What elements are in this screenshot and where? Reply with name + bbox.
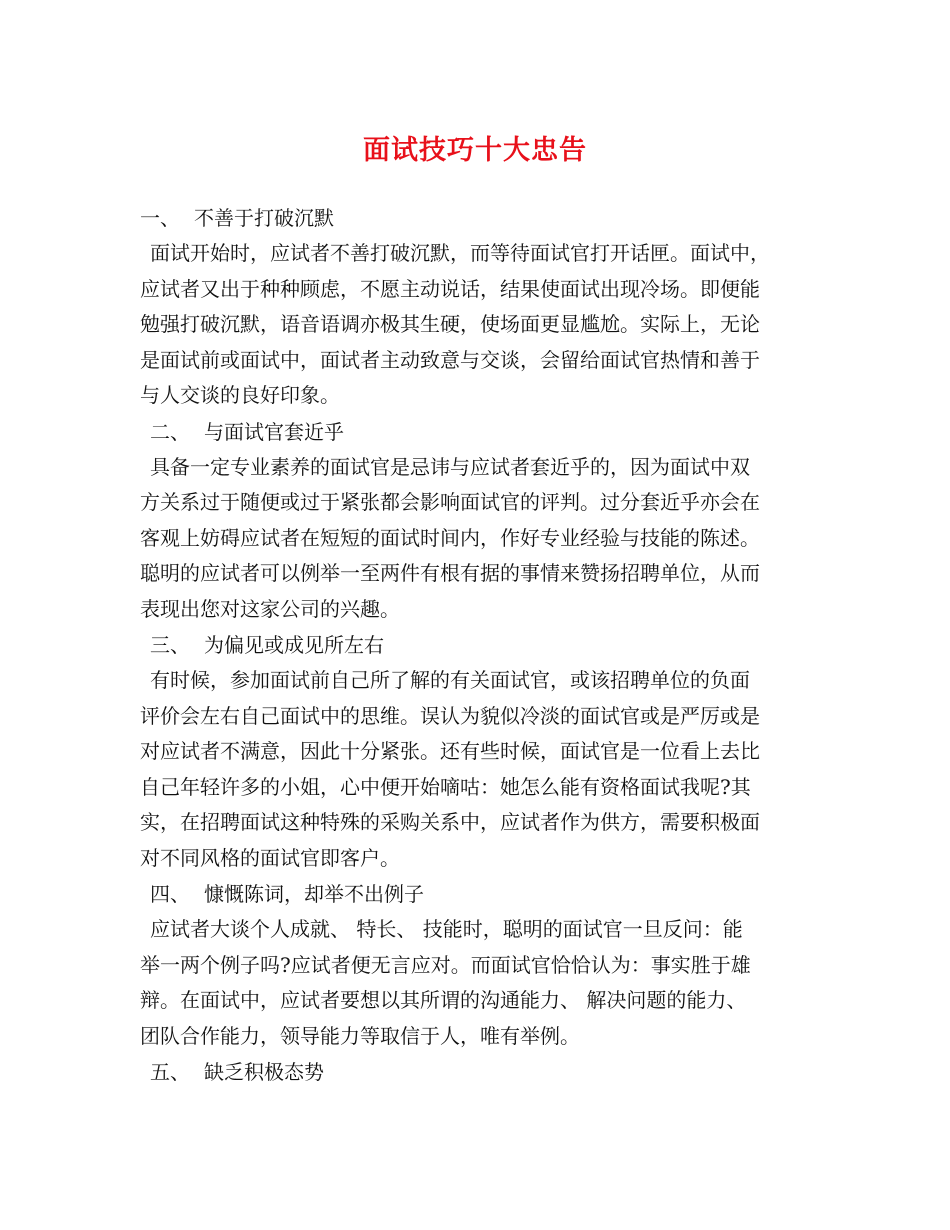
section-heading-text: 为偏见或成见所左右 (204, 633, 384, 657)
paragraph-line: 具备一定专业素养的面试官是忌讳与应试者套近乎的，因为面试中双 (150, 454, 750, 479)
section-heading (140, 414, 820, 450)
section-paragraph (140, 663, 820, 876)
section-paragraph (140, 236, 820, 414)
section-number: 四、 (150, 882, 190, 906)
paragraph-line: 举一两个例子吗?应试者便无言应对。而面试官恰恰认为：事实胜于雄 (140, 952, 751, 977)
paragraph-line: 团队合作能力，领导能力等取信于人，唯有举例。 (140, 1023, 580, 1048)
paragraph-line: 对不同风格的面试官即客户。 (140, 845, 400, 870)
paragraph-line: 客观上妨碍应试者在短短的面试时间内，作好专业经验与技能的陈述。 (140, 525, 760, 550)
paragraph-line: 辩。在面试中，应试者要想以其所谓的沟通能力、 解决问题的能力、 (140, 988, 747, 1012)
paragraph-line: 表现出您对这家公司的兴趣。 (140, 596, 400, 621)
section-heading (140, 876, 820, 912)
section-number: 五、 (150, 1060, 190, 1084)
section-heading-text: 缺乏积极态势 (204, 1060, 324, 1084)
section-paragraph (140, 450, 820, 628)
section-heading-text: 不善于打破沉默 (194, 206, 334, 230)
paragraph-line: 应试者大谈个人成就、 特长、 技能时，聪明的面试官一旦反问：能 (150, 917, 743, 941)
paragraph-line: 聪明的应试者可以例举一至两件有根有据的事情来赞扬招聘单位，从而 (140, 561, 760, 585)
section-heading-text: 与面试官套近乎 (204, 419, 344, 444)
section-number: 一、 (140, 206, 180, 230)
section-heading (140, 200, 820, 236)
paragraph-line: 与人交谈的良好印象。 (140, 383, 340, 407)
paragraph-line: 面试开始时，应试者不善打破沉默，而等待面试官打开话匣。面试中， (150, 241, 770, 265)
paragraph-line: 实，在招聘面试这种特殊的采购关系中，应试者作为供方，需要积极面 (140, 810, 760, 834)
paragraph-line: 是面试前或面试中，面试者主动致意与交谈，会留给面试官热情和善于 (140, 347, 760, 372)
paragraph-line: 勉强打破沉默，语音语调亦极其生硬，使场面更显尴尬。实际上，无论 (140, 312, 760, 336)
paragraph-line: 评价会左右自己面试中的思维。误认为貌似冷淡的面试官或是严厉或是 (140, 703, 760, 728)
section-number: 二、 (150, 419, 190, 444)
section-heading (140, 627, 820, 663)
paragraph-line: 对应试者不满意，因此十分紧张。还有些时候，面试官是一位看上去比 (140, 739, 760, 763)
paragraph-line: 方关系过于随便或过于紧张都会影响面试官的评判。过分套近乎亦会在 (140, 490, 760, 514)
section-paragraph (140, 912, 820, 1054)
section-heading (140, 1054, 820, 1090)
document-title: 面试技巧十大忠告 (363, 135, 587, 166)
section-number: 三、 (150, 633, 190, 657)
paragraph-line: 应试者又出于种种顾虑，不愿主动说话，结果使面试出现冷场。即便能 (140, 276, 760, 301)
paragraph-line: 有时候，参加面试前自己所了解的有关面试官，或该招聘单位的负面 (150, 668, 750, 692)
section-heading-text: 慷慨陈词，却举不出例子 (204, 882, 424, 906)
paragraph-line: 自己年轻许多的小姐，心中便开始嘀咕：她怎么能有资格面试我呢?其 (140, 774, 751, 799)
document-body (140, 200, 820, 1090)
